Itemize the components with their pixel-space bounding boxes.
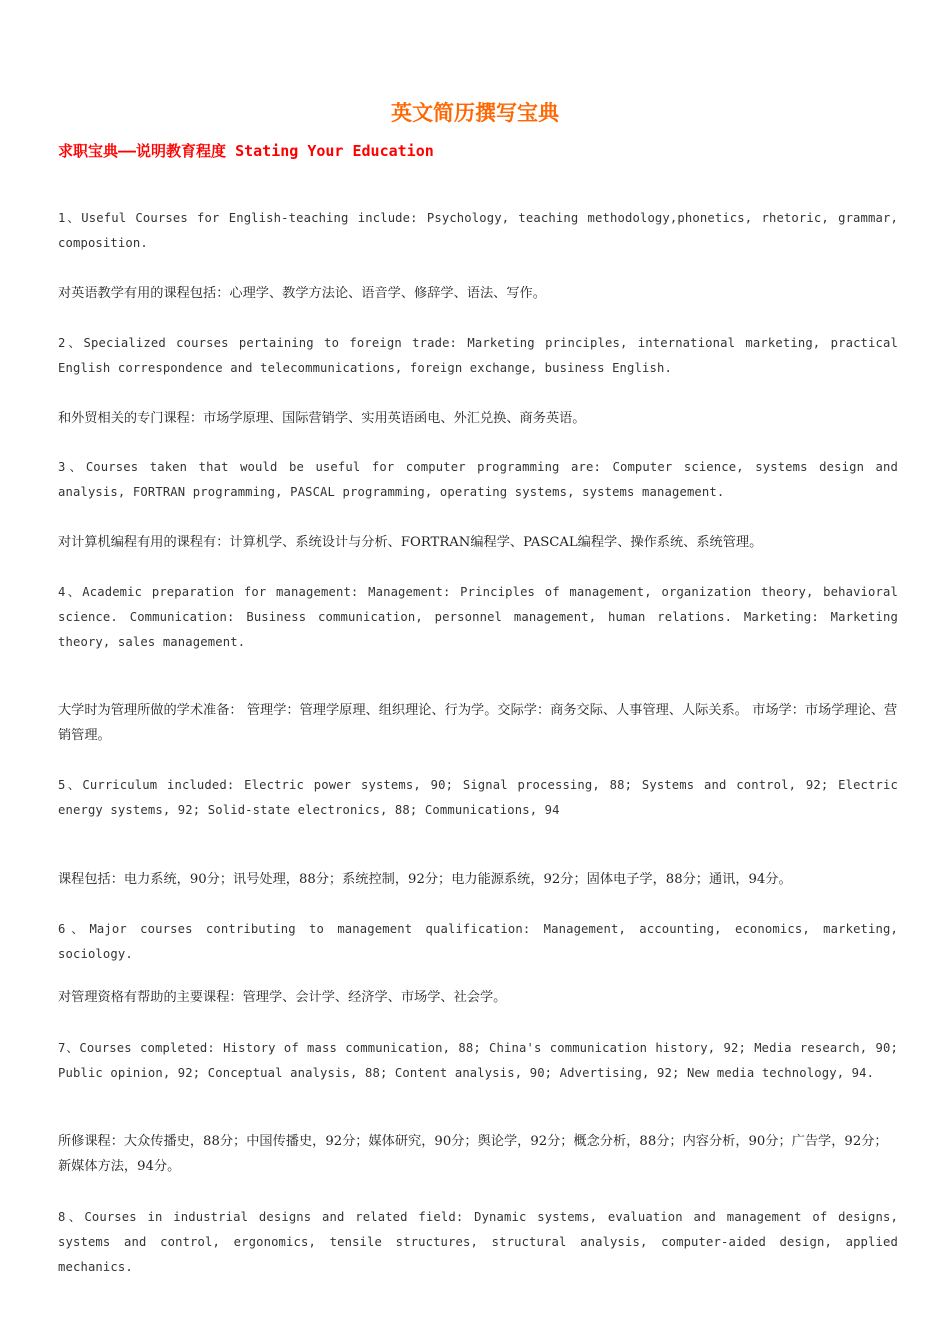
paragraph-4-english: 4、Academic preparation for management: Management: Principles of management, organization theory, behavioral science. Communication: Business communication, personnel management, human relations. Marketing: Marketing theory, sales management. <box>58 585 898 649</box>
paragraph-1-english: 1、Useful Courses for English-teaching include: Psychology, teaching methodology,phonetics, rhetoric, grammar, composition. <box>58 211 898 250</box>
paragraph-7-english: 7、Courses completed: History of mass communication, 88; China's communication history, 92; Media research, 90; Public opinion, 92; Conceptual analysis, 88; Content analysis, 90; Advertising, 92; New media technology, 94. <box>58 1041 898 1080</box>
paragraph-3-english: 3、Courses taken that would be useful for computer programming are: Computer science, systems design and analysis, FORTRAN programming, PASCAL programming, operating systems, systems management. <box>58 460 898 499</box>
paragraph-3-chinese: 对计算机编程有用的课程有：计算机学、系统设计与分析、FORTRAN编程学、PASCAL编程学、操作系统、系统管理。 <box>58 535 763 550</box>
paragraph-1-chinese: 对英语教学有用的课程包括：心理学、教学方法论、语音学、修辞学、语法、写作。 <box>58 286 546 301</box>
paragraph-4-chinese: 大学时为管理所做的学术准备： 管理学：管理学原理、组织理论、行为学。交际学：商务交际、人事管理、人际关系。 市场学：市场学理论、营销管理。 <box>58 703 898 743</box>
paragraph-7-chinese: 所修课程：大众传播史，88分；中国传播史，92分；媒体研究，90分；舆论学，92分；概念分析，88分；内容分析，90分；广告学，92分；新媒体方法，94分。 <box>58 1134 888 1174</box>
section-heading: 求职宝典——说明教育程度 Stating Your Education <box>58 142 434 160</box>
paragraph-2-chinese: 和外贸相关的专门课程：市场学原理、国际营销学、实用英语函电、外汇兑换、商务英语。 <box>58 411 586 426</box>
document-title: 英文简历撰写宝典 <box>391 100 559 125</box>
paragraph-6-english: 6、Major courses contributing to management qualification: Management, accounting, economics, marketing, sociology. <box>58 922 898 961</box>
paragraph-2-english: 2、Specialized courses pertaining to foreign trade: Marketing principles, international marketing, practical English correspondence and telecommunications, foreign exchange, business English. <box>58 336 898 375</box>
paragraph-5-chinese: 课程包括：电力系统，90分；讯号处理，88分；系统控制，92分；电力能源系统，92分；固体电子学，88分；通讯，94分。 <box>58 872 792 887</box>
paragraph-5-english: 5、Curriculum included: Electric power systems, 90; Signal processing, 88; Systems and control, 92; Electric energy systems, 92; Solid-state electronics, 88; Communications, 94 <box>58 778 898 817</box>
paragraph-8-english: 8、Courses in industrial designs and related field: Dynamic systems, evaluation and management of designs, systems and control, ergonomics, tensile structures, structural analysis, computer-aided design, applied mechanics. <box>58 1210 898 1274</box>
paragraph-6-chinese: 对管理资格有帮助的主要课程：管理学、会计学、经济学、市场学、社会学。 <box>58 990 507 1005</box>
